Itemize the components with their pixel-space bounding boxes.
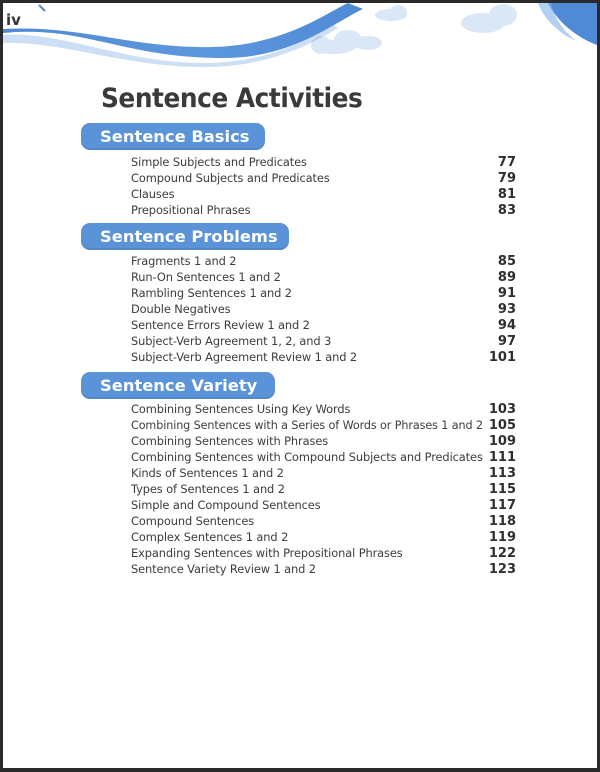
toc-entry[interactable]	[131, 186, 516, 202]
toc-entry[interactable]	[131, 317, 516, 333]
toc-entry[interactable]	[131, 545, 516, 561]
toc-entry[interactable]	[131, 561, 516, 577]
toc-list-sentence-problems	[131, 253, 516, 365]
entry-page-number: 118	[488, 514, 516, 529]
section-heading-sentence-problems: Sentence Problems	[81, 223, 289, 250]
entry-page-number: 113	[488, 466, 516, 481]
entry-page-number: 117	[488, 498, 516, 513]
toc-entry[interactable]	[131, 301, 516, 317]
toc-entry[interactable]	[131, 401, 516, 417]
entry-title: Fragments 1 and 2	[131, 254, 237, 268]
entry-title: Simple Subjects and Predicates	[131, 155, 307, 169]
entry-title: Run-On Sentences 1 and 2	[131, 270, 281, 284]
entry-title: Double Negatives	[131, 302, 231, 316]
entry-title: Combining Sentences with Phrases	[131, 434, 329, 448]
toc-entry[interactable]	[131, 349, 516, 365]
entry-title: Sentence Errors Review 1 and 2	[131, 318, 310, 332]
entry-page-number: 123	[488, 562, 516, 577]
page-number: iv	[6, 11, 21, 29]
section-heading-sentence-variety: Sentence Variety	[81, 372, 275, 399]
entry-page-number: 122	[488, 546, 516, 561]
header-swoosh-decoration	[3, 3, 597, 73]
entry-title: Combining Sentences with a Series of Words or Phrases 1 and 2	[131, 418, 483, 432]
entry-page-number: 101	[488, 350, 516, 365]
toc-entry[interactable]	[131, 497, 516, 513]
entry-page-number: 109	[488, 434, 516, 449]
entry-title: Kinds of Sentences 1 and 2	[131, 466, 284, 480]
toc-entry[interactable]	[131, 481, 516, 497]
toc-list-sentence-variety	[131, 401, 516, 577]
entry-title: Combining Sentences Using Key Words	[131, 402, 351, 416]
section-heading-sentence-basics: Sentence Basics	[81, 123, 265, 150]
toc-entry[interactable]	[131, 513, 516, 529]
entry-page-number: 111	[488, 450, 516, 465]
entry-title: Expanding Sentences with Prepositional Phrases	[131, 546, 403, 560]
toc-entry[interactable]	[131, 285, 516, 301]
entry-title: Clauses	[131, 187, 175, 201]
entry-title: Complex Sentences 1 and 2	[131, 530, 289, 544]
entry-title: Types of Sentences 1 and 2	[131, 482, 285, 496]
toc-entry[interactable]	[131, 333, 516, 349]
entry-title: Compound Subjects and Predicates	[131, 171, 330, 185]
entry-page-number: 119	[488, 530, 516, 545]
entry-title: Prepositional Phrases	[131, 203, 251, 217]
toc-entry[interactable]	[131, 465, 516, 481]
entry-page-number: 93	[497, 302, 516, 317]
entry-page-number: 105	[488, 418, 516, 433]
toc-entry[interactable]	[131, 269, 516, 285]
toc-list-sentence-basics	[131, 154, 516, 218]
toc-entry[interactable]	[131, 202, 516, 218]
entry-title: Subject-Verb Agreement Review 1 and 2	[131, 350, 358, 364]
entry-page-number: 81	[497, 187, 516, 202]
entry-page-number: 77	[497, 155, 516, 170]
entry-title: Compound Sentences	[131, 514, 255, 528]
toc-entry[interactable]	[131, 449, 516, 465]
toc-entry[interactable]	[131, 154, 516, 170]
entry-page-number: 85	[497, 254, 516, 269]
entry-page-number: 103	[488, 402, 516, 417]
document-page	[3, 3, 597, 768]
entry-page-number: 97	[497, 334, 516, 349]
entry-page-number: 79	[497, 171, 516, 186]
entry-page-number: 115	[488, 482, 516, 497]
toc-entry[interactable]	[131, 417, 516, 433]
entry-page-number: 94	[497, 318, 516, 333]
toc-entry[interactable]	[131, 253, 516, 269]
entry-page-number: 89	[497, 270, 516, 285]
page-title: Sentence Activities	[101, 83, 363, 114]
entry-title: Rambling Sentences 1 and 2	[131, 286, 292, 300]
toc-entry[interactable]	[131, 529, 516, 545]
toc-entry[interactable]	[131, 170, 516, 186]
entry-title: Combining Sentences with Compound Subjects and Predicates	[131, 450, 483, 464]
entry-page-number: 83	[497, 203, 516, 218]
toc-entry[interactable]	[131, 433, 516, 449]
entry-title: Simple and Compound Sentences	[131, 498, 321, 512]
entry-title: Sentence Variety Review 1 and 2	[131, 562, 316, 576]
entry-title: Subject-Verb Agreement 1, 2, and 3	[131, 334, 332, 348]
entry-page-number: 91	[497, 286, 516, 301]
